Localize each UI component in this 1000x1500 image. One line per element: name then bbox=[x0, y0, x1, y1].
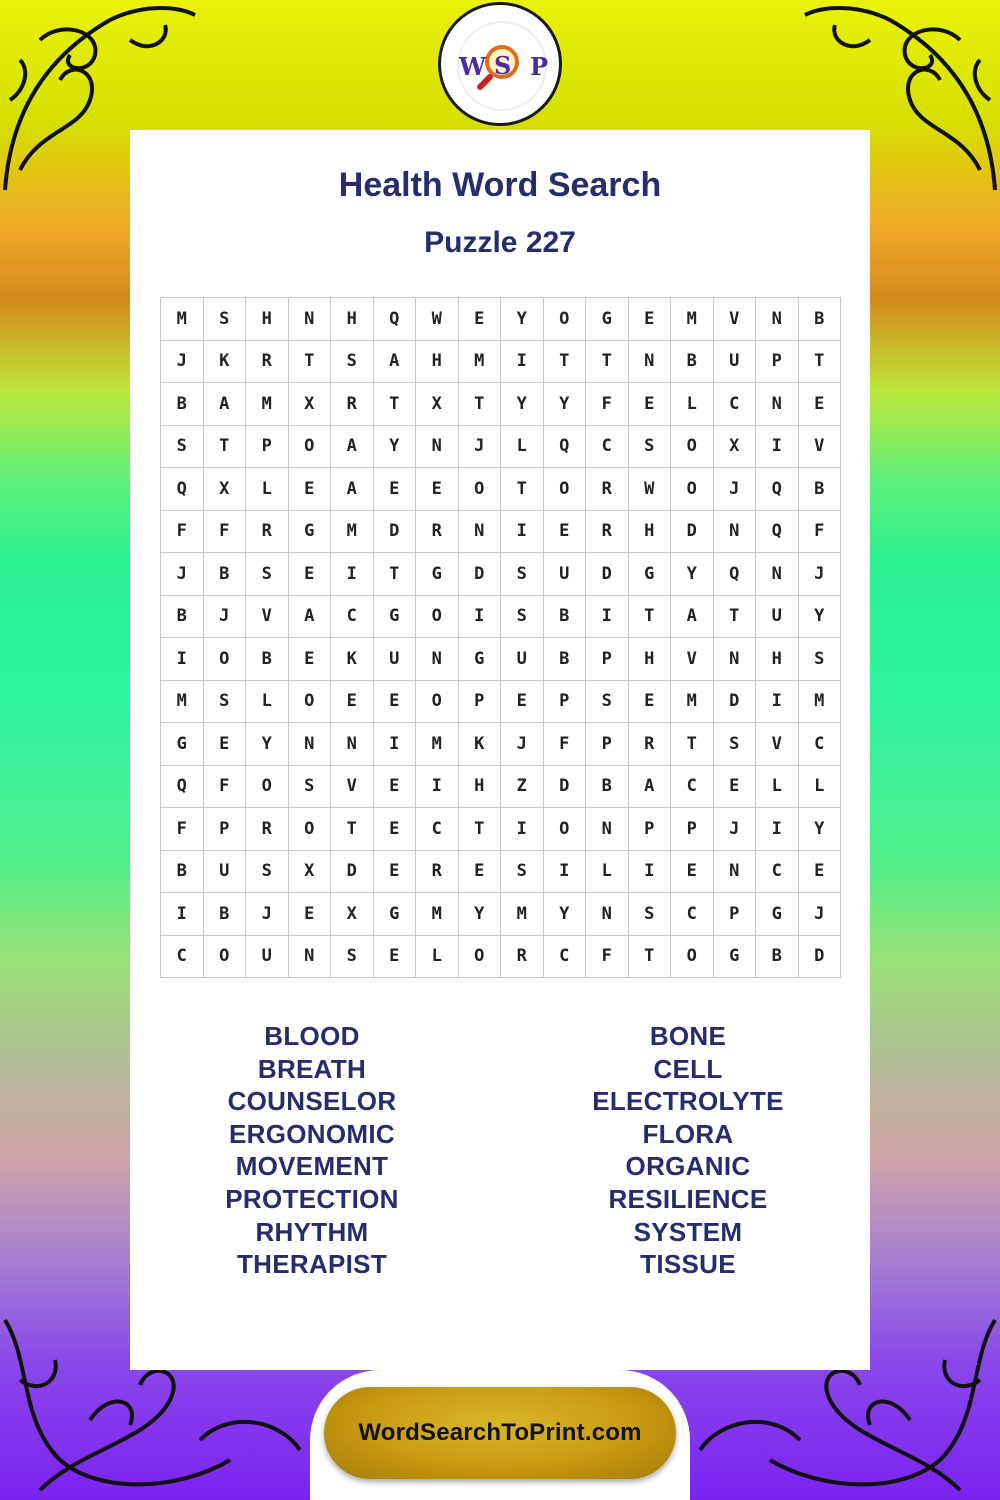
grid-cell[interactable]: I bbox=[416, 766, 459, 809]
grid-cell[interactable]: R bbox=[416, 511, 459, 554]
grid-cell[interactable]: T bbox=[501, 468, 544, 511]
grid-cell[interactable]: A bbox=[671, 596, 714, 639]
website-label: WordSearchToPrint.com bbox=[358, 1419, 642, 1446]
grid-cell[interactable]: M bbox=[246, 383, 289, 426]
grid-cell[interactable]: Y bbox=[459, 893, 502, 936]
grid-cell[interactable]: B bbox=[799, 468, 842, 511]
grid-cell[interactable]: Q bbox=[544, 426, 587, 469]
grid-cell[interactable]: R bbox=[501, 936, 544, 979]
grid-cell[interactable]: G bbox=[374, 893, 417, 936]
grid-cell[interactable]: P bbox=[714, 893, 757, 936]
grid-cell[interactable]: J bbox=[246, 893, 289, 936]
grid-cell[interactable]: E bbox=[629, 383, 672, 426]
grid-cell[interactable]: S bbox=[289, 766, 332, 809]
word-item: THERAPIST bbox=[236, 1249, 388, 1280]
grid-cell[interactable]: T bbox=[544, 341, 587, 384]
grid-cell[interactable]: F bbox=[799, 511, 842, 554]
word-item: TISSUE bbox=[640, 1249, 736, 1280]
grid-cell[interactable]: T bbox=[714, 596, 757, 639]
grid-cell[interactable]: S bbox=[629, 893, 672, 936]
grid-cell[interactable]: R bbox=[586, 511, 629, 554]
grid-cell[interactable]: C bbox=[671, 766, 714, 809]
grid-cell[interactable]: Q bbox=[161, 766, 204, 809]
grid-cell[interactable]: N bbox=[756, 383, 799, 426]
word-item: BLOOD bbox=[264, 1021, 360, 1051]
grid-cell[interactable]: I bbox=[501, 341, 544, 384]
word-list-right bbox=[518, 1020, 858, 1281]
grid-cell[interactable]: X bbox=[331, 893, 374, 936]
grid-cell[interactable]: D bbox=[544, 766, 587, 809]
grid-cell[interactable]: O bbox=[459, 468, 502, 511]
grid-cell[interactable]: Q bbox=[756, 511, 799, 554]
puzzle-card bbox=[130, 130, 870, 1370]
grid-cell[interactable]: C bbox=[671, 893, 714, 936]
grid-cell[interactable]: N bbox=[416, 638, 459, 681]
grid-cell[interactable]: I bbox=[374, 723, 417, 766]
grid-cell[interactable]: T bbox=[374, 553, 417, 596]
grid-cell[interactable]: B bbox=[246, 638, 289, 681]
grid-cell[interactable]: D bbox=[459, 553, 502, 596]
grid-cell[interactable]: L bbox=[799, 766, 842, 809]
letter-grid bbox=[160, 297, 841, 978]
grid-cell[interactable]: I bbox=[161, 638, 204, 681]
grid-cell[interactable]: I bbox=[459, 596, 502, 639]
grid-cell[interactable]: J bbox=[714, 808, 757, 851]
grid-cell[interactable]: U bbox=[544, 553, 587, 596]
grid-cell[interactable]: W bbox=[416, 298, 459, 341]
grid-cell[interactable]: B bbox=[756, 936, 799, 979]
grid-cell[interactable]: D bbox=[586, 553, 629, 596]
grid-cell[interactable]: A bbox=[204, 383, 247, 426]
grid-cell[interactable]: T bbox=[289, 341, 332, 384]
grid-cell[interactable]: U bbox=[714, 341, 757, 384]
grid-cell[interactable]: N bbox=[289, 298, 332, 341]
grid-cell[interactable]: H bbox=[331, 298, 374, 341]
word-item: PROTECTION bbox=[225, 1183, 399, 1214]
grid-cell[interactable]: N bbox=[416, 426, 459, 469]
grid-cell[interactable]: P bbox=[629, 808, 672, 851]
grid-cell[interactable]: F bbox=[586, 383, 629, 426]
grid-cell[interactable]: B bbox=[586, 766, 629, 809]
grid-cell[interactable]: D bbox=[331, 851, 374, 894]
grid-cell[interactable]: J bbox=[459, 426, 502, 469]
grid-cell[interactable]: N bbox=[714, 511, 757, 554]
grid-cell[interactable]: S bbox=[629, 426, 672, 469]
grid-cell[interactable]: C bbox=[799, 723, 842, 766]
grid-cell[interactable]: X bbox=[204, 468, 247, 511]
grid-cell[interactable]: T bbox=[331, 808, 374, 851]
grid-cell[interactable]: E bbox=[331, 681, 374, 724]
word-item: RESILIENCE bbox=[608, 1183, 768, 1214]
grid-cell[interactable]: E bbox=[459, 851, 502, 894]
grid-cell[interactable]: E bbox=[799, 851, 842, 894]
grid-cell[interactable]: S bbox=[799, 638, 842, 681]
grid-cell[interactable]: M bbox=[671, 298, 714, 341]
grid-cell[interactable]: V bbox=[246, 596, 289, 639]
grid-cell[interactable]: B bbox=[204, 553, 247, 596]
grid-cell[interactable]: L bbox=[671, 383, 714, 426]
grid-cell[interactable]: H bbox=[459, 766, 502, 809]
grid-cell[interactable]: N bbox=[629, 341, 672, 384]
grid-cell[interactable]: O bbox=[459, 936, 502, 979]
grid-cell[interactable]: O bbox=[289, 808, 332, 851]
grid-cell[interactable]: Y bbox=[799, 808, 842, 851]
grid-cell[interactable]: U bbox=[204, 851, 247, 894]
grid-cell[interactable]: Y bbox=[374, 426, 417, 469]
grid-cell[interactable]: O bbox=[246, 766, 289, 809]
grid-cell[interactable]: I bbox=[756, 426, 799, 469]
grid-cell[interactable]: J bbox=[799, 553, 842, 596]
grid-cell[interactable]: M bbox=[161, 298, 204, 341]
grid-cell[interactable]: A bbox=[289, 596, 332, 639]
grid-cell[interactable]: O bbox=[671, 936, 714, 979]
grid-cell[interactable]: N bbox=[756, 553, 799, 596]
grid-cell[interactable]: P bbox=[586, 723, 629, 766]
grid-cell[interactable]: O bbox=[204, 936, 247, 979]
grid-cell[interactable]: C bbox=[161, 936, 204, 979]
grid-cell[interactable]: B bbox=[544, 596, 587, 639]
grid-cell[interactable]: R bbox=[586, 468, 629, 511]
grid-cell[interactable]: F bbox=[161, 511, 204, 554]
grid-cell[interactable]: I bbox=[161, 893, 204, 936]
grid-cell[interactable]: S bbox=[586, 681, 629, 724]
grid-cell[interactable]: O bbox=[544, 298, 587, 341]
grid-cell[interactable]: B bbox=[204, 893, 247, 936]
grid-cell[interactable]: U bbox=[756, 596, 799, 639]
grid-cell[interactable]: F bbox=[161, 808, 204, 851]
grid-cell[interactable]: L bbox=[756, 766, 799, 809]
grid-cell[interactable]: T bbox=[374, 383, 417, 426]
logo-letter-s: S bbox=[494, 51, 512, 80]
grid-cell[interactable]: G bbox=[756, 893, 799, 936]
grid-cell[interactable]: X bbox=[714, 426, 757, 469]
grid-cell[interactable]: Y bbox=[671, 553, 714, 596]
grid-cell[interactable]: M bbox=[459, 341, 502, 384]
grid-cell[interactable]: I bbox=[586, 596, 629, 639]
grid-cell[interactable]: Q bbox=[714, 553, 757, 596]
grid-cell[interactable]: B bbox=[161, 596, 204, 639]
grid-cell[interactable]: B bbox=[544, 638, 587, 681]
grid-cell[interactable]: E bbox=[544, 511, 587, 554]
grid-cell[interactable]: E bbox=[289, 638, 332, 681]
grid-cell[interactable]: D bbox=[714, 681, 757, 724]
grid-cell[interactable]: L bbox=[246, 468, 289, 511]
word-item: COUNSELOR bbox=[227, 1086, 397, 1117]
grid-cell[interactable]: J bbox=[501, 723, 544, 766]
logo-letter-p: P bbox=[530, 52, 549, 81]
grid-cell[interactable]: F bbox=[204, 511, 247, 554]
grid-cell[interactable]: M bbox=[161, 681, 204, 724]
grid-cell[interactable]: S bbox=[331, 936, 374, 979]
grid-cell[interactable]: Y bbox=[544, 383, 587, 426]
grid-cell[interactable]: M bbox=[416, 893, 459, 936]
grid-cell[interactable]: T bbox=[586, 341, 629, 384]
grid-cell[interactable]: M bbox=[331, 511, 374, 554]
grid-cell[interactable]: V bbox=[714, 298, 757, 341]
grid-cell[interactable]: G bbox=[629, 553, 672, 596]
grid-cell[interactable]: H bbox=[246, 298, 289, 341]
grid-cell[interactable]: U bbox=[246, 936, 289, 979]
grid-cell[interactable]: T bbox=[459, 808, 502, 851]
grid-cell[interactable]: E bbox=[799, 383, 842, 426]
grid-cell[interactable]: E bbox=[374, 936, 417, 979]
word-item: BONE bbox=[649, 1021, 727, 1051]
grid-cell[interactable]: E bbox=[374, 766, 417, 809]
grid-cell[interactable]: M bbox=[416, 723, 459, 766]
grid-cell[interactable]: N bbox=[459, 511, 502, 554]
grid-cell[interactable]: L bbox=[586, 851, 629, 894]
grid-cell[interactable]: O bbox=[544, 808, 587, 851]
grid-cell[interactable]: T bbox=[629, 596, 672, 639]
word-item: MOVEMENT bbox=[235, 1151, 389, 1182]
grid-cell[interactable]: S bbox=[204, 298, 247, 341]
grid-cell[interactable]: S bbox=[204, 681, 247, 724]
grid-cell[interactable]: N bbox=[586, 893, 629, 936]
word-item: CELL bbox=[653, 1053, 723, 1084]
grid-cell[interactable]: U bbox=[374, 638, 417, 681]
grid-cell[interactable]: N bbox=[331, 723, 374, 766]
grid-cell[interactable]: G bbox=[416, 553, 459, 596]
grid-cell[interactable]: G bbox=[374, 596, 417, 639]
grid-cell[interactable]: F bbox=[586, 936, 629, 979]
grid-cell[interactable]: I bbox=[501, 808, 544, 851]
grid-cell[interactable]: Y bbox=[501, 383, 544, 426]
grid-cell[interactable]: H bbox=[629, 638, 672, 681]
grid-cell[interactable]: S bbox=[501, 553, 544, 596]
word-item: FLORA bbox=[642, 1118, 734, 1149]
grid-cell[interactable]: N bbox=[714, 851, 757, 894]
grid-cell[interactable]: E bbox=[501, 681, 544, 724]
grid-cell[interactable]: E bbox=[714, 766, 757, 809]
grid-cell[interactable]: C bbox=[331, 596, 374, 639]
grid-cell[interactable]: S bbox=[501, 851, 544, 894]
grid-cell[interactable]: A bbox=[629, 766, 672, 809]
grid-cell[interactable]: D bbox=[799, 936, 842, 979]
grid-cell[interactable]: E bbox=[459, 298, 502, 341]
grid-cell[interactable]: E bbox=[374, 468, 417, 511]
grid-cell[interactable]: S bbox=[714, 723, 757, 766]
grid-cell[interactable]: G bbox=[459, 638, 502, 681]
grid-cell[interactable]: G bbox=[714, 936, 757, 979]
grid-cell[interactable]: S bbox=[501, 596, 544, 639]
grid-cell[interactable]: O bbox=[416, 596, 459, 639]
grid-cell[interactable]: T bbox=[204, 426, 247, 469]
grid-cell[interactable]: Y bbox=[799, 596, 842, 639]
grid-cell[interactable]: Y bbox=[544, 893, 587, 936]
grid-cell[interactable]: P bbox=[459, 681, 502, 724]
grid-cell[interactable]: I bbox=[331, 553, 374, 596]
grid-cell[interactable]: O bbox=[671, 426, 714, 469]
grid-cell[interactable]: S bbox=[246, 851, 289, 894]
grid-cell[interactable]: M bbox=[501, 893, 544, 936]
grid-cell[interactable]: H bbox=[629, 511, 672, 554]
grid-cell[interactable]: B bbox=[161, 851, 204, 894]
grid-cell[interactable]: P bbox=[204, 808, 247, 851]
grid-cell[interactable]: R bbox=[246, 341, 289, 384]
grid-cell[interactable]: V bbox=[671, 638, 714, 681]
grid-cell[interactable]: X bbox=[416, 383, 459, 426]
word-item: RHYTHM bbox=[255, 1216, 369, 1247]
grid-cell[interactable]: M bbox=[671, 681, 714, 724]
grid-cell[interactable]: Q bbox=[374, 298, 417, 341]
grid-cell[interactable]: Q bbox=[161, 468, 204, 511]
grid-cell[interactable]: A bbox=[331, 468, 374, 511]
grid-cell[interactable]: V bbox=[331, 766, 374, 809]
grid-cell[interactable]: M bbox=[799, 681, 842, 724]
logo-letter-w: W bbox=[459, 52, 486, 81]
grid-cell[interactable]: J bbox=[161, 341, 204, 384]
grid-cell[interactable]: L bbox=[501, 426, 544, 469]
grid-cell[interactable]: G bbox=[289, 511, 332, 554]
grid-cell[interactable]: V bbox=[756, 723, 799, 766]
grid-cell[interactable]: K bbox=[331, 638, 374, 681]
grid-cell[interactable]: F bbox=[544, 723, 587, 766]
grid-cell[interactable]: R bbox=[331, 383, 374, 426]
logo bbox=[438, 2, 562, 126]
grid-cell[interactable]: O bbox=[204, 638, 247, 681]
grid-cell[interactable]: H bbox=[756, 638, 799, 681]
grid-cell[interactable]: P bbox=[246, 426, 289, 469]
grid-cell[interactable]: C bbox=[586, 426, 629, 469]
grid-cell[interactable]: E bbox=[629, 298, 672, 341]
grid-cell[interactable]: P bbox=[671, 808, 714, 851]
website-link-button[interactable] bbox=[324, 1387, 676, 1479]
word-list-left bbox=[142, 1020, 482, 1281]
grid-cell[interactable]: J bbox=[799, 893, 842, 936]
grid-cell[interactable]: A bbox=[374, 341, 417, 384]
grid-cell[interactable]: V bbox=[799, 426, 842, 469]
grid-cell[interactable]: C bbox=[544, 936, 587, 979]
grid-cell[interactable]: N bbox=[289, 723, 332, 766]
grid-cell[interactable]: F bbox=[204, 766, 247, 809]
grid-cell[interactable]: E bbox=[374, 681, 417, 724]
grid-cell[interactable]: S bbox=[161, 426, 204, 469]
grid-cell[interactable]: R bbox=[629, 723, 672, 766]
word-item: ERGONOMIC bbox=[229, 1118, 395, 1149]
grid-cell[interactable]: Y bbox=[246, 723, 289, 766]
grid-cell[interactable]: P bbox=[586, 638, 629, 681]
grid-cell[interactable]: T bbox=[671, 723, 714, 766]
grid-cell[interactable]: B bbox=[799, 298, 842, 341]
grid-cell[interactable]: K bbox=[204, 341, 247, 384]
grid-cell[interactable]: T bbox=[459, 383, 502, 426]
grid-cell[interactable]: S bbox=[246, 553, 289, 596]
grid-cell[interactable]: Z bbox=[501, 766, 544, 809]
grid-cell[interactable]: R bbox=[246, 511, 289, 554]
grid-cell[interactable]: L bbox=[246, 681, 289, 724]
grid-cell[interactable]: E bbox=[416, 468, 459, 511]
grid-cell[interactable]: S bbox=[331, 341, 374, 384]
grid-cell[interactable]: H bbox=[416, 341, 459, 384]
grid-cell[interactable]: C bbox=[714, 383, 757, 426]
grid-cell[interactable]: L bbox=[416, 936, 459, 979]
word-item: ELECTROLYTE bbox=[592, 1086, 784, 1117]
grid-cell[interactable]: X bbox=[289, 383, 332, 426]
grid-cell[interactable]: P bbox=[756, 341, 799, 384]
grid-cell[interactable]: Q bbox=[756, 468, 799, 511]
word-item: ORGANIC bbox=[625, 1151, 751, 1182]
grid-cell[interactable]: O bbox=[289, 426, 332, 469]
grid-cell[interactable]: O bbox=[289, 681, 332, 724]
grid-cell[interactable]: X bbox=[289, 851, 332, 894]
grid-cell[interactable]: W bbox=[629, 468, 672, 511]
grid-cell[interactable]: E bbox=[671, 851, 714, 894]
grid-cell[interactable]: T bbox=[799, 341, 842, 384]
grid-cell[interactable]: I bbox=[544, 851, 587, 894]
grid-cell[interactable]: P bbox=[544, 681, 587, 724]
grid-cell[interactable]: I bbox=[756, 808, 799, 851]
grid-cell[interactable]: A bbox=[331, 426, 374, 469]
grid-cell[interactable]: I bbox=[756, 681, 799, 724]
page-title: Health Word Search bbox=[338, 166, 662, 204]
grid-cell[interactable]: K bbox=[459, 723, 502, 766]
grid-cell[interactable]: J bbox=[161, 553, 204, 596]
grid-cell[interactable]: N bbox=[289, 936, 332, 979]
grid-cell[interactable]: C bbox=[416, 808, 459, 851]
grid-cell[interactable]: Y bbox=[501, 298, 544, 341]
grid-cell[interactable]: E bbox=[374, 851, 417, 894]
grid-cell[interactable]: G bbox=[586, 298, 629, 341]
grid-cell[interactable]: E bbox=[289, 893, 332, 936]
grid-cell[interactable]: C bbox=[756, 851, 799, 894]
grid-cell[interactable]: E bbox=[629, 681, 672, 724]
grid-cell[interactable]: N bbox=[714, 638, 757, 681]
grid-cell[interactable]: J bbox=[714, 468, 757, 511]
grid-cell[interactable]: N bbox=[756, 298, 799, 341]
grid-cell[interactable]: T bbox=[629, 936, 672, 979]
grid-cell[interactable]: E bbox=[289, 468, 332, 511]
word-item: BREATH bbox=[257, 1053, 367, 1084]
grid-cell[interactable]: B bbox=[671, 341, 714, 384]
grid-cell[interactable]: I bbox=[629, 851, 672, 894]
grid-cell[interactable]: E bbox=[374, 808, 417, 851]
grid-cell[interactable]: U bbox=[501, 638, 544, 681]
grid-cell[interactable]: R bbox=[246, 808, 289, 851]
grid-cell[interactable]: J bbox=[204, 596, 247, 639]
grid-cell[interactable]: G bbox=[161, 723, 204, 766]
grid-cell[interactable]: I bbox=[501, 511, 544, 554]
grid-cell[interactable]: D bbox=[374, 511, 417, 554]
grid-cell[interactable]: O bbox=[671, 468, 714, 511]
grid-cell[interactable]: E bbox=[204, 723, 247, 766]
grid-cell[interactable]: B bbox=[161, 383, 204, 426]
puzzle-number: Puzzle 227 bbox=[424, 226, 576, 259]
grid-cell[interactable]: E bbox=[289, 553, 332, 596]
grid-cell[interactable]: R bbox=[416, 851, 459, 894]
word-item: SYSTEM bbox=[633, 1216, 743, 1247]
grid-cell[interactable]: N bbox=[586, 808, 629, 851]
grid-cell[interactable]: D bbox=[671, 511, 714, 554]
grid-cell[interactable]: O bbox=[416, 681, 459, 724]
grid-cell[interactable]: O bbox=[544, 468, 587, 511]
